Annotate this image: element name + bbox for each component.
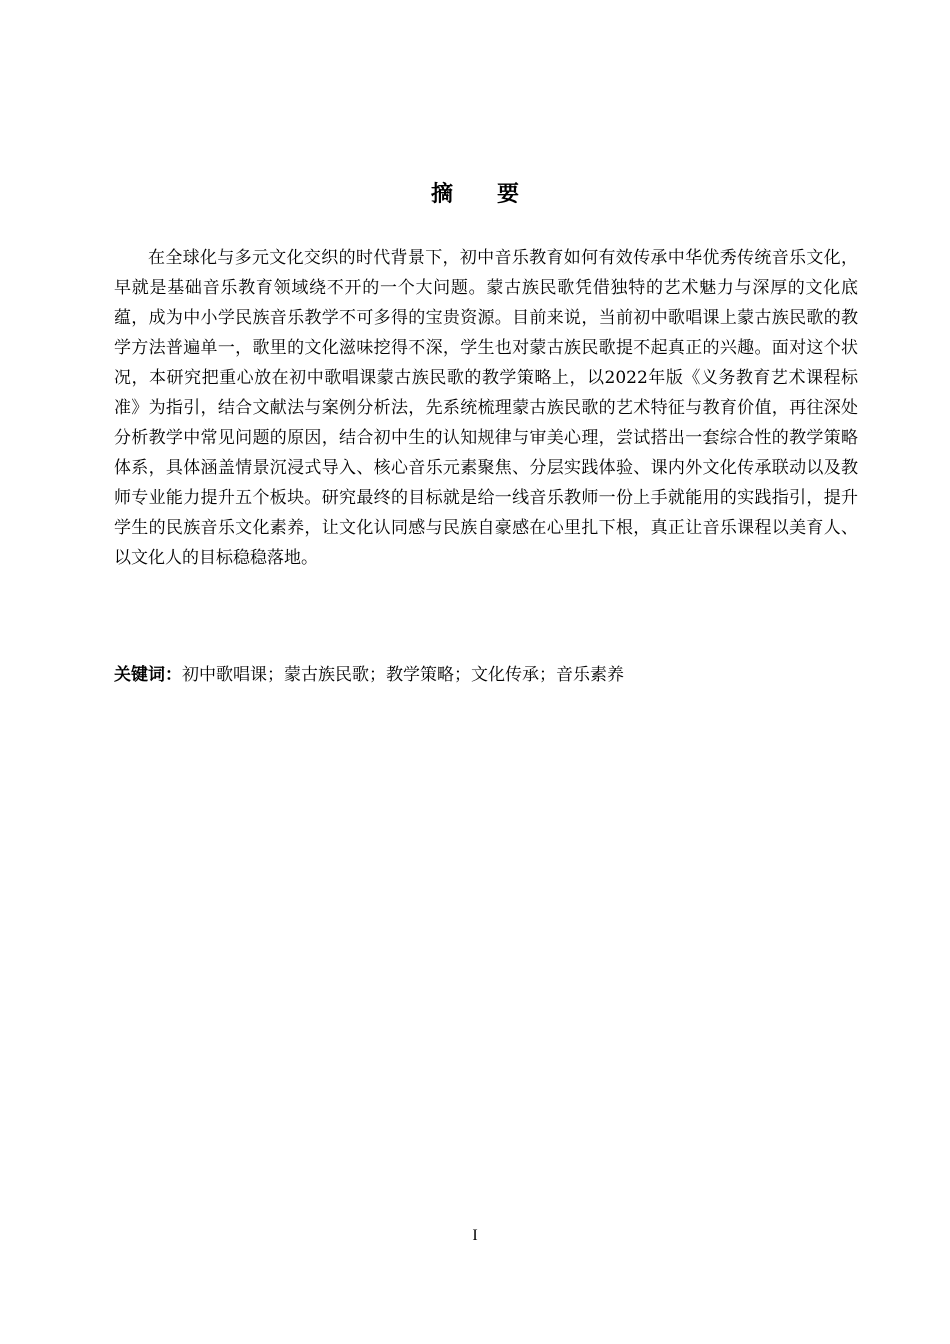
- keywords-label: 关键词：: [114, 665, 182, 685]
- keywords-line: [114, 662, 858, 688]
- abstract-paragraph: 在全球化与多元文化交织的时代背景下，初中音乐教育如何有效传承中华优秀传统音乐文化，早就是基础音乐教育领域绕不开的一个大问题。蒙古族民歌凭借独特的艺术魅力与深厚的文化底蕴，成为中小学民族音乐教学不可多得的宝贵资源。目前来说，当前初中歌唱课上蒙古族民歌的教学方法普遍单一，歌里的文化滋味挖得不深，学生也对蒙古族民歌提不起真正的兴趣。面对这个状况，本研究把重心放在初中歌唱课蒙古族民歌的教学策略上，以2022年版《义务教育艺术课程标准》为指引，结合文献法与案例分析法，先系统梳理蒙古族民歌的艺术特征与教育价值，再往深处分析教学中常见问题的原因，结合初中生的认知规律与审美心理，尝试搭出一套综合性的教学策略体系，具体涵盖情景沉浸式导入、核心音乐元素聚焦、分层实践体验、课内外文化传承联动以及教师专业能力提升五个板块。研究最终的目标就是给一线音乐教师一份上手就能用的实践指引，提升学生的民族音乐文化素养，让文化认同感与民族自豪感在心里扎下根，真正让音乐课程以美育人、以文化人的目标稳稳落地。: [114, 248, 858, 568]
- page-number: I: [472, 1227, 478, 1244]
- page-title: 摘要: [430, 182, 563, 207]
- keywords-text: 初中歌唱课；蒙古族民歌；教学策略；文化传承；音乐素养: [182, 665, 624, 685]
